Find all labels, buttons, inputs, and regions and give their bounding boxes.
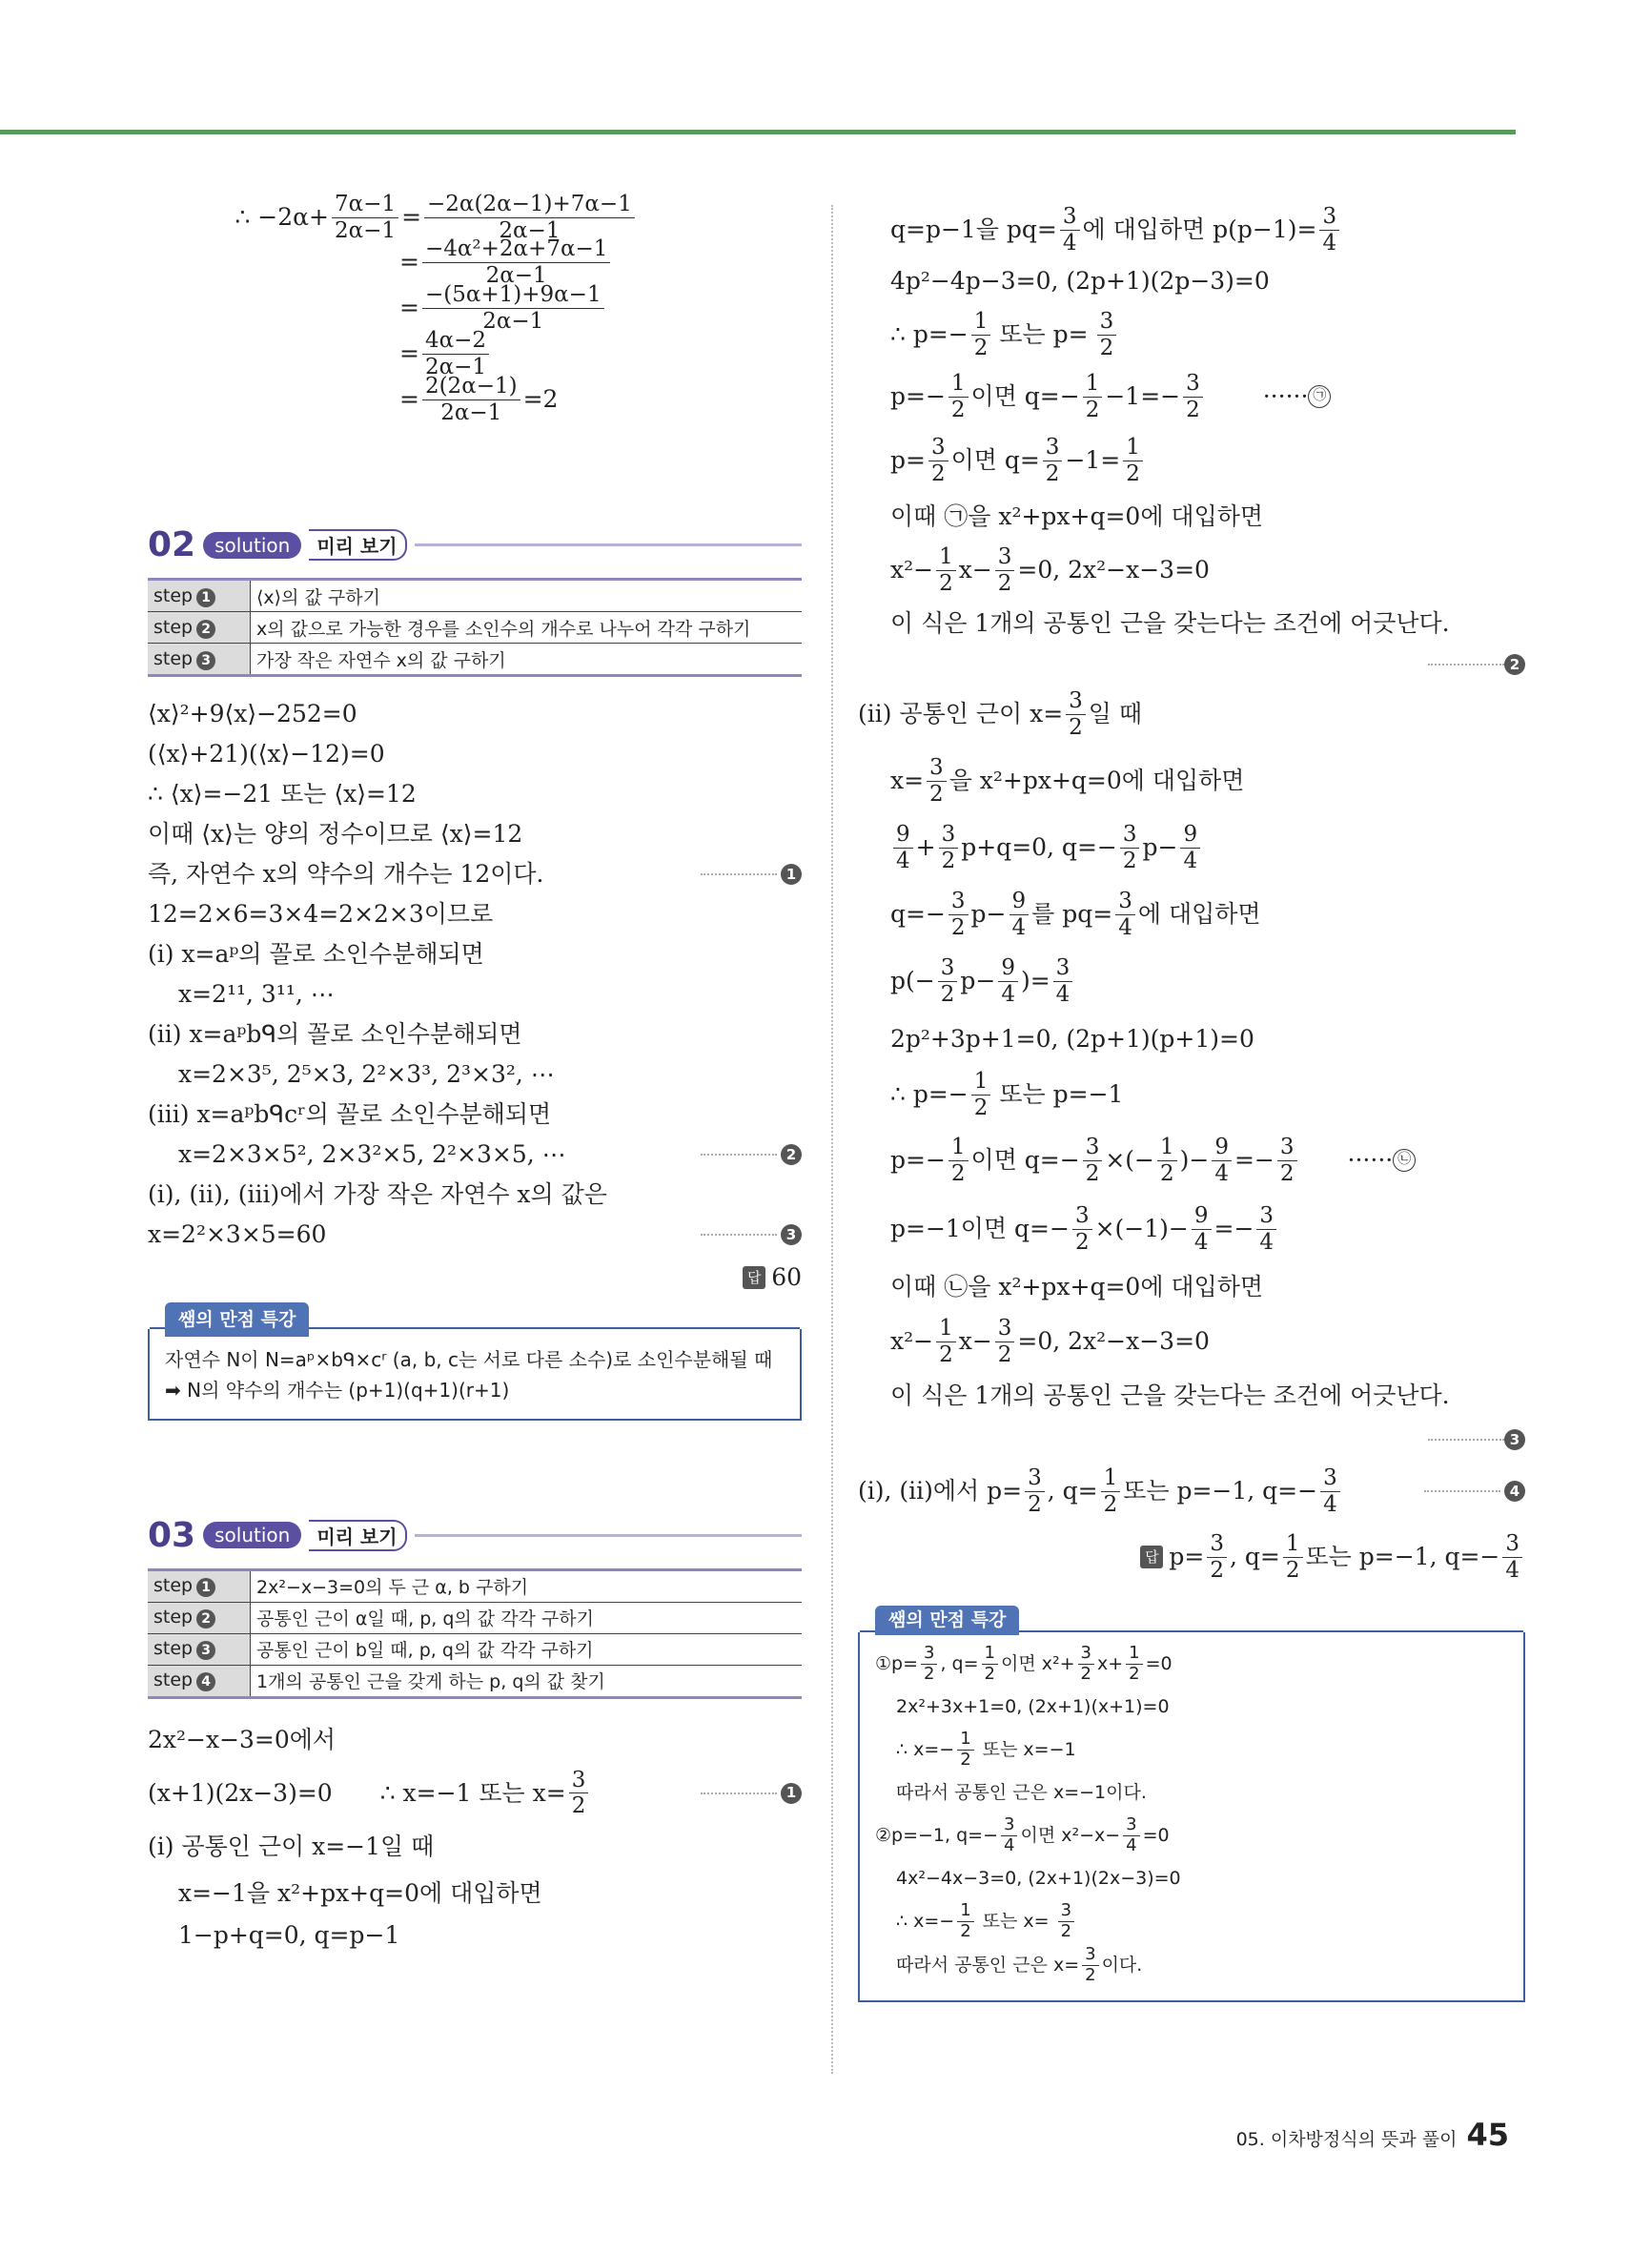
step-marker: 3 [1504, 1429, 1525, 1450]
step-row [148, 1569, 802, 1602]
expr: ∴ x=−1 또는 x= [379, 1778, 566, 1807]
answer-badge: 답 [743, 1266, 765, 1289]
step-marker: 1 [701, 864, 802, 885]
solution-line: (ⅱ) x=aᵖbᑫ의 꼴로 소인수분해되면 [148, 1020, 522, 1049]
tip-line: 따라서 공통인 근은 x= $\frac{3}{2}$ 이다. [896, 1943, 1143, 1985]
step-row [148, 1602, 802, 1633]
section-rule [415, 543, 802, 546]
solution-line: (ⅰ), (ⅱ), (ⅲ)에서 가장 작은 자연수 x의 값은 [148, 1180, 607, 1209]
circled-label: ㉡ [1393, 1149, 1416, 1172]
tip-tab: 쌤의 만점 특강 [875, 1606, 1019, 1635]
solution-line: (ⅲ) x=aᵖbᑫcʳ의 꼴로 소인수분해되면 [148, 1100, 552, 1129]
step-text: 가장 작은 자연수 x의 값 구하기 [251, 644, 803, 676]
step-marker: 3 [701, 1224, 802, 1245]
step-text: ⟨x⟩의 값 구하기 [251, 580, 803, 612]
fraction: $\frac{2(2\alpha-1)}{2\alpha-1}$ [422, 374, 520, 425]
fraction: $\frac{7\alpha-1}{2\alpha-1}$ [332, 192, 398, 243]
tip-line: ∴ x=− $\frac{1}{2}$ 또는 x= $\frac{3}{2}$ [896, 1899, 1508, 1943]
step-text: 1개의 공통인 근을 갖게 하는 p, q의 값 찾기 [251, 1665, 803, 1697]
answer-03: 답 p= $\frac{3}{2}$ , q= $\frac{1}{2}$ 또는 p=−1, q=− $\frac{3}{4}$ [858, 1524, 1525, 1590]
solution-line: (⟨x⟩+21)(⟨x⟩−12)=0 [148, 740, 385, 768]
line: 4p²−4p−3=0, (2p+1)(2p−3)=0 [890, 267, 1270, 296]
step-marker: 2 [1504, 654, 1525, 675]
tip-tab: 쌤의 만점 특강 [165, 1302, 309, 1337]
solution-line: (ⅰ) x=aᵖ의 꼴로 소인수분해되면 [148, 940, 484, 969]
tip-line: 따라서 공통인 근은 x=−1이다. [896, 1781, 1147, 1803]
line: p=−1이면 q=− $\frac{3}{2}$ ×(−1)− $\frac{9}{4}$ =− $\frac{3}{4}$ [890, 1196, 1525, 1262]
answer-badge: 답 [1140, 1546, 1163, 1568]
calc-line: = $\frac{4\alpha-2}{2\alpha-1}$ [148, 331, 802, 377]
step-marker-row [858, 1421, 1525, 1459]
step-text: x의 값으로 가능한 경우를 소인수의 개수로 나누어 각각 구하기 [251, 612, 803, 644]
line: p=− $\frac{1}{2}$ 이면 q=− $\frac{1}{2}$ −1=− $\frac{3}{2}$ ······ ㉠ [890, 364, 1525, 429]
tip-line: 4x²−4x−3=0, (2x+1)(2x−3)=0 [896, 1867, 1181, 1889]
fraction: $\frac{-(5\alpha+1)+9\alpha-1}{2\alpha-1}$ [422, 282, 604, 334]
line: 이때 ㉠을 x²+px+q=0에 대입하면 [890, 502, 1264, 531]
fraction: $\frac{\text{−4α²+2α+7α−1}}{2\alpha-1}$ [422, 236, 610, 288]
tip-line: ∴ x=− $\frac{1}{2}$ 또는 x=−1 [896, 1728, 1076, 1770]
calc-block-01 [148, 192, 802, 425]
section-number: 02 [148, 525, 196, 564]
fraction: $\frac{3}{2}$ [569, 1768, 589, 1819]
step-marker-row [858, 648, 1525, 681]
section-rule [415, 1534, 802, 1537]
answer-02 [148, 1264, 802, 1291]
step-marker: 2 [701, 1144, 802, 1165]
tip-line-2: ➡ N의 약수의 개수는 (p+1)(q+1)(r+1) [165, 1378, 510, 1402]
line: 이때 ㉡을 x²+px+q=0에 대입하면 [890, 1273, 1264, 1301]
solution-line: x=2¹¹, 3¹¹, ⋯ [178, 980, 335, 1009]
line: 2x²−x−3=0에서 [148, 1725, 337, 1753]
step-text: 2x²−x−3=0의 두 근 α, b 구하기 [251, 1569, 803, 1602]
line: (ⅰ), (ⅱ)에서 p= $\frac{3}{2}$ , q= $\frac{1}{2}$ 또는 p=−1, q=− $\frac{3}{4}$ 4 [858, 1459, 1525, 1524]
solution-pill: solution [203, 532, 301, 559]
preview-label: 미리 보기 [309, 529, 406, 561]
step-row [148, 644, 802, 676]
solution-pill: solution [203, 1522, 301, 1548]
tip-line: 2x²+3x+1=0, (2x+1)(x+1)=0 [896, 1695, 1170, 1717]
line: (ⅰ) 공통인 근이 x=−1일 때 [148, 1832, 435, 1860]
line [148, 1766, 802, 1821]
tip-line: ②p=−1, q=− $\frac{3}{4}$ 이면 x²−x− $\frac{3}{4}$ =0 [875, 1813, 1170, 1855]
step-row [148, 1633, 802, 1665]
steps-table-02 [148, 578, 802, 677]
line: x²− $\frac{1}{2}$ x− $\frac{3}{2}$ =0, 2x²−x−3=0 [890, 544, 1210, 596]
circled-label: ㉠ [1308, 385, 1331, 408]
step-marker: 4 [1504, 1481, 1525, 1502]
solution-line: x=2²×3×5=60 3 [148, 1215, 802, 1255]
solution-line: x=2×3×5², 2×3²×5, 2²×3×5, ⋯ 2 [148, 1135, 802, 1175]
preview-label: 미리 보기 [309, 1520, 406, 1551]
line: $\frac{9}{4}$ + $\frac{3}{2}$ p+q=0, q=− $\frac{3}{2}$ p− $\frac{9}{4}$ [890, 814, 1525, 881]
solution-line: 이때 ⟨x⟩는 양의 정수이므로 ⟨x⟩=12 [148, 820, 523, 849]
step-label: step 3 [148, 1633, 251, 1665]
fraction: $\frac{4\alpha-2}{2\alpha-1}$ [422, 328, 489, 379]
tip-line-1: 자연수 N이 N=aᵖ×bᑫ×cʳ (a, b, c는 서로 다른 소수)로 소인수분해될 때 [165, 1347, 773, 1371]
solution-line: 즉, 자연수 x의 약수의 개수는 12이다. 1 [148, 854, 802, 894]
solution-line: x=2×3⁵, 2⁵×3, 2²×3³, 2³×3², ⋯ [178, 1060, 555, 1089]
section-03-header [148, 1516, 802, 1555]
page-footer [1236, 2117, 1509, 2153]
line: x= $\frac{3}{2}$ 을 x²+px+q=0에 대입하면 [890, 755, 1245, 807]
right-column [858, 202, 1525, 2002]
tip-line: ①p= $\frac{3}{2}$ , q= $\frac{1}{2}$ 이면 x²+ $\frac{3}{2}$ x+ $\frac{1}{2}$ =0 [875, 1642, 1173, 1684]
line: (ⅱ) 공통인 근이 x= $\frac{3}{2}$ 일 때 [858, 688, 1143, 740]
line: 이 식은 1개의 공통인 근을 갖는다는 조건에 어긋난다. [890, 1382, 1450, 1410]
solution-03-lines [148, 1714, 802, 1956]
line: x²− $\frac{1}{2}$ x− $\frac{3}{2}$ =0, 2x²−x−3=0 [890, 1316, 1210, 1367]
line: q=− $\frac{3}{2}$ p− $\frac{9}{4}$ 를 pq= $\frac{3}{4}$ 에 대입하면 [890, 889, 1261, 940]
line: 이 식은 1개의 공통인 근을 갖는다는 조건에 어긋난다. [890, 609, 1450, 638]
calc-line: ∴ −2α+ $\frac{7\alpha-1}{2\alpha-1}$ = $\frac{-2\alpha(2\alpha-1)+7\alpha-1}{2\alpha-1}$ [148, 195, 802, 239]
page-number: 45 [1466, 2117, 1509, 2153]
step-row [148, 580, 802, 612]
line: x=−1을 x²+px+q=0에 대입하면 [178, 1878, 542, 1907]
step-row [148, 612, 802, 644]
answer-value: 60 [771, 1263, 802, 1291]
solution-line: ⟨x⟩²+9⟨x⟩−252=0 [148, 700, 357, 728]
tip-box-2 [858, 1609, 1525, 2002]
steps-table-03 [148, 1568, 802, 1699]
step-label: step 1 [148, 1569, 251, 1602]
step-label: step 4 [148, 1665, 251, 1697]
solution-line: 12=2×6=3×4=2×2×3이므로 [148, 900, 494, 929]
expr: (x+1)(2x−3)=0 [148, 1778, 333, 1807]
step-row [148, 1665, 802, 1697]
left-column [148, 192, 802, 1956]
step-label: step 2 [148, 1602, 251, 1633]
chapter-title: 05. 이차방정식의 뜻과 풀이 [1235, 2129, 1458, 2150]
step-text: 공통인 근이 b일 때, p, q의 값 각각 구하기 [251, 1633, 803, 1665]
solution-02-lines [148, 694, 802, 1255]
step-text: 공통인 근이 α일 때, p, q의 값 각각 구하기 [251, 1602, 803, 1633]
line: q=p−1을 pq= $\frac{3}{4}$ 에 대입하면 p(p−1)= $\frac{3}{4}$ [890, 202, 1525, 257]
line: p=− $\frac{1}{2}$ 이면 q=− $\frac{3}{2}$ ×(− $\frac{1}{2}$ )− $\frac{9}{4}$ =− $\frac{3}{2}$ ······ ㉡ [890, 1125, 1525, 1196]
step-label: step 1 [148, 580, 251, 612]
header-bar [0, 130, 1516, 134]
calc-line: = $\frac{-(5\alpha+1)+9\alpha-1}{2\alpha-1}$ [148, 285, 802, 331]
section-02-header [148, 525, 802, 564]
line: 1−p+q=0, q=p−1 [178, 1920, 400, 1949]
line: 2p²+3p+1=0, (2p+1)(p+1)=0 [890, 1025, 1254, 1054]
section-number: 03 [148, 1515, 196, 1555]
calc-line: = $\frac{2(2\alpha-1)}{2\alpha-1}$ =2 [399, 374, 559, 425]
step-label: step 3 [148, 644, 251, 676]
line: p= $\frac{3}{2}$ 이면 q= $\frac{3}{2}$ −1= $\frac{1}{2}$ [890, 429, 1525, 492]
fraction: $\frac{-2\alpha(2\alpha-1)+7\alpha-1}{2\alpha-1}$ [424, 192, 635, 243]
line: ∴ p=− $\frac{1}{2}$ 또는 p=−1 [890, 1069, 1124, 1120]
line: p(− $\frac{3}{2}$ p− $\frac{9}{4}$ )= $\frac{3}{4}$ [890, 948, 1525, 1014]
calc-line: = $\frac{\text{−4α²+2α+7α−1}}{2\alpha-1}$ [148, 239, 802, 285]
solution-line: ∴ ⟨x⟩=−21 또는 ⟨x⟩=12 [148, 780, 417, 809]
line: ∴ p=− $\frac{1}{2}$ 또는 p= $\frac{3}{2}$ [890, 305, 1525, 364]
step-label: step 2 [148, 612, 251, 644]
tip-box-1 [148, 1308, 802, 1421]
column-divider [831, 205, 833, 2074]
step-marker: 1 [701, 1783, 802, 1804]
